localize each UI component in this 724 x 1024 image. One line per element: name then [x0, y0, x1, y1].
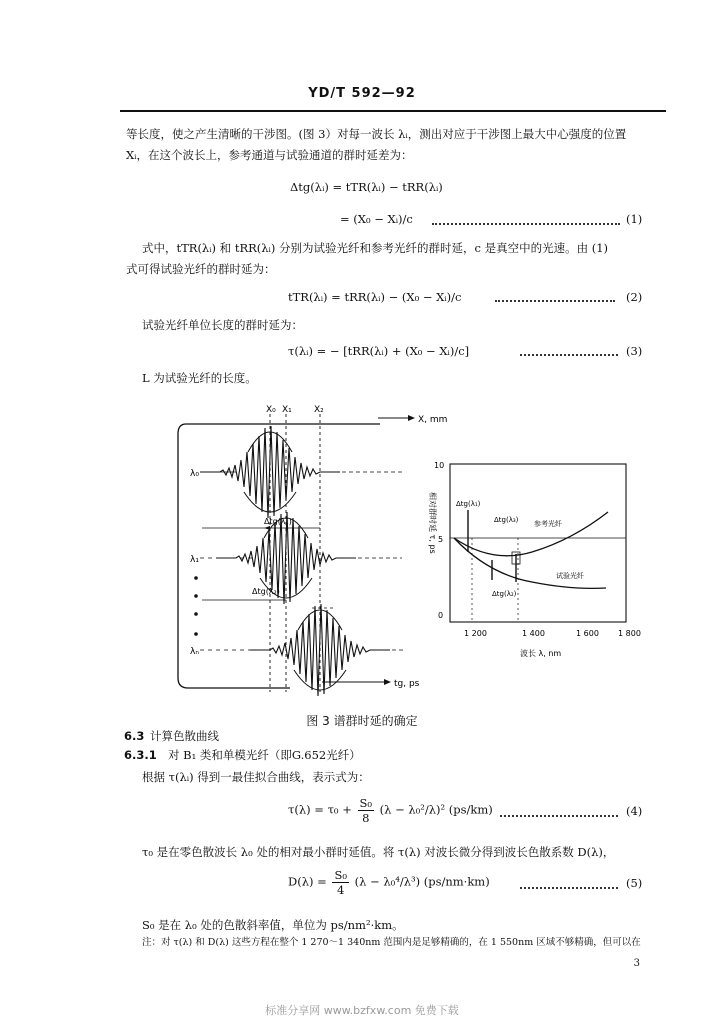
figure-caption: 图 3 谱群时延的确定	[306, 714, 418, 728]
curve-label-reference: 参考光纤	[534, 520, 562, 528]
equation-4-leader	[500, 808, 618, 817]
top-label-x0: X₀	[266, 405, 276, 415]
t-axis-label: tg, ps	[394, 679, 420, 689]
equation-2: tTR(λᵢ) = tRR(λᵢ) − (X₀ − Xᵢ)/c	[288, 290, 462, 304]
equation-2-number: (2)	[626, 290, 643, 304]
reference-fiber-curve	[454, 512, 608, 556]
equation-3-leader	[520, 347, 618, 356]
equation-5-denominator: 4	[337, 883, 345, 897]
equation-4-number: (4)	[626, 804, 643, 818]
equation-5-numerator: S₀	[334, 868, 347, 882]
equation-3: τ(λᵢ) = − [tRR(λᵢ) + (X₀ − Xᵢ)/c]	[288, 344, 470, 358]
top-label-x1: X₁	[282, 405, 292, 415]
row-label-lambda0: λ₀	[190, 469, 199, 479]
paragraph-2-line-1: 式中，tTR(λᵢ) 和 tRR(λᵢ) 分别为试验光纤和参考光纤的群时延，c 是真空中的光速。由 (1)	[142, 241, 609, 255]
equation-3-number: (3)	[626, 344, 643, 358]
plot-frame	[450, 464, 626, 622]
test-fiber-curve	[454, 538, 606, 588]
x-tick-1800: 1 800	[618, 629, 641, 638]
x-axis-arrowhead	[408, 415, 415, 421]
standard-code: YD/T 592—92	[308, 86, 416, 101]
equation-5-fraction	[332, 868, 349, 897]
page-number: 3	[633, 958, 640, 969]
equation-4	[288, 796, 493, 825]
row-label-lambdan: λₙ	[190, 647, 199, 657]
paragraph-5: 根据 τ(λᵢ) 得到一最佳拟合曲线，表示式为：	[142, 770, 370, 784]
equation-5-right: (λ − λ₀⁴/λ³) (ps/nm·km)	[354, 874, 490, 889]
ellipsis-dot	[194, 576, 198, 580]
equation-1-leader	[432, 216, 620, 225]
x-tick-1200: 1 200	[464, 629, 487, 638]
paragraph-3: 试验光纤单位长度的群时延为：	[142, 318, 303, 332]
row-label-lambda1: λ₁	[190, 555, 199, 565]
ellipsis-dot	[194, 612, 198, 616]
y-tick-0: 0	[438, 611, 444, 620]
delta-label-r2: Δtg(λ₂)	[492, 590, 517, 598]
footer-watermark: 标准分享网 www.bzfxw.com 免费下载	[265, 1004, 459, 1017]
ellipsis-dot	[194, 632, 198, 636]
delta-label-1: Δtg(λ₁)	[264, 517, 292, 526]
paragraph-2-line-2: 式可得试验光纤的群时延为：	[126, 262, 276, 276]
delta-label-r1: Δtg(λ₁)	[456, 500, 481, 508]
equation-5	[288, 868, 490, 897]
equation-1-line-1: Δtg(λᵢ) = tTR(λᵢ) − tRR(λᵢ)	[290, 180, 443, 194]
paragraph-6: τ₀ 是在零色散波长 λ₀ 处的相对最小群时延值。将 τ(λ) 对波长微分得到波长色散系数 D(λ)，	[142, 845, 615, 859]
paragraph-7: S₀ 是在 λ₀ 处的色散斜率值，单位为 ps/nm²·km。	[142, 918, 404, 932]
paragraph-4: L 为试验光纤的长度。	[142, 371, 257, 385]
equation-4-fraction	[358, 796, 375, 825]
equation-4-right: (λ − λ₀²/λ)² (ps/km)	[379, 802, 493, 817]
equation-5-leader	[520, 880, 618, 889]
equation-4-denominator: 8	[362, 811, 370, 825]
equation-2-leader	[495, 293, 615, 302]
equation-4-left: τ(λ) = τ₀ +	[288, 802, 352, 817]
t-axis-arrowhead	[384, 679, 391, 685]
header-rule	[120, 110, 666, 112]
x-tick-1400: 1 400	[522, 629, 545, 638]
delta-label-r3: Δtg(λ₃)	[494, 516, 519, 524]
x-tick-1600: 1 600	[576, 629, 599, 638]
equation-5-number: (5)	[626, 876, 643, 890]
ellipsis-dot	[194, 594, 198, 598]
x-axis-label: X, mm	[418, 415, 448, 425]
section-6-3-number: 6.3	[124, 729, 145, 743]
y-tick-10: 10	[434, 461, 445, 470]
note: 注：对 τ(λ) 和 D(λ) 这些方程在整个 1 270～1 340nm 范围内是足够精确的，在 1 550nm 区域不够精确，但可以在	[142, 937, 641, 948]
equation-1-line-2: = (X₀ − Xᵢ)/c	[340, 212, 413, 226]
delta-label-2: Δtg(λ₂)	[252, 587, 280, 596]
paragraph-1-line-1: 等长度，使之产生清晰的干涉图。(图 3）对每一波长 λᵢ，测出对应于干涉图上最大中心强度的位置	[126, 127, 627, 141]
equation-1-number: (1)	[626, 212, 643, 226]
y-tick-5: 5	[438, 535, 444, 544]
section-6-3-title: 计算色散曲线	[150, 729, 219, 743]
figure-3	[172, 402, 662, 702]
y-axis-label: 相对群时延 τ, ps	[428, 492, 437, 554]
top-label-x2: X₂	[314, 405, 324, 415]
curve-label-test: 试验光纤	[556, 572, 584, 580]
paragraph-1-line-2: Xᵢ，在这个波长上，参考通道与试验通道的群时延差为：	[126, 148, 413, 162]
section-6-3-1-title: 对 B₁ 类和单模光纤（即G.652光纤）	[168, 748, 361, 762]
equation-5-left: D(λ) =	[288, 874, 327, 889]
equation-4-numerator: S₀	[359, 796, 372, 810]
section-6-3-1-number: 6.3.1	[124, 748, 157, 762]
x-axis-label: 波长 λ, nm	[520, 649, 562, 658]
